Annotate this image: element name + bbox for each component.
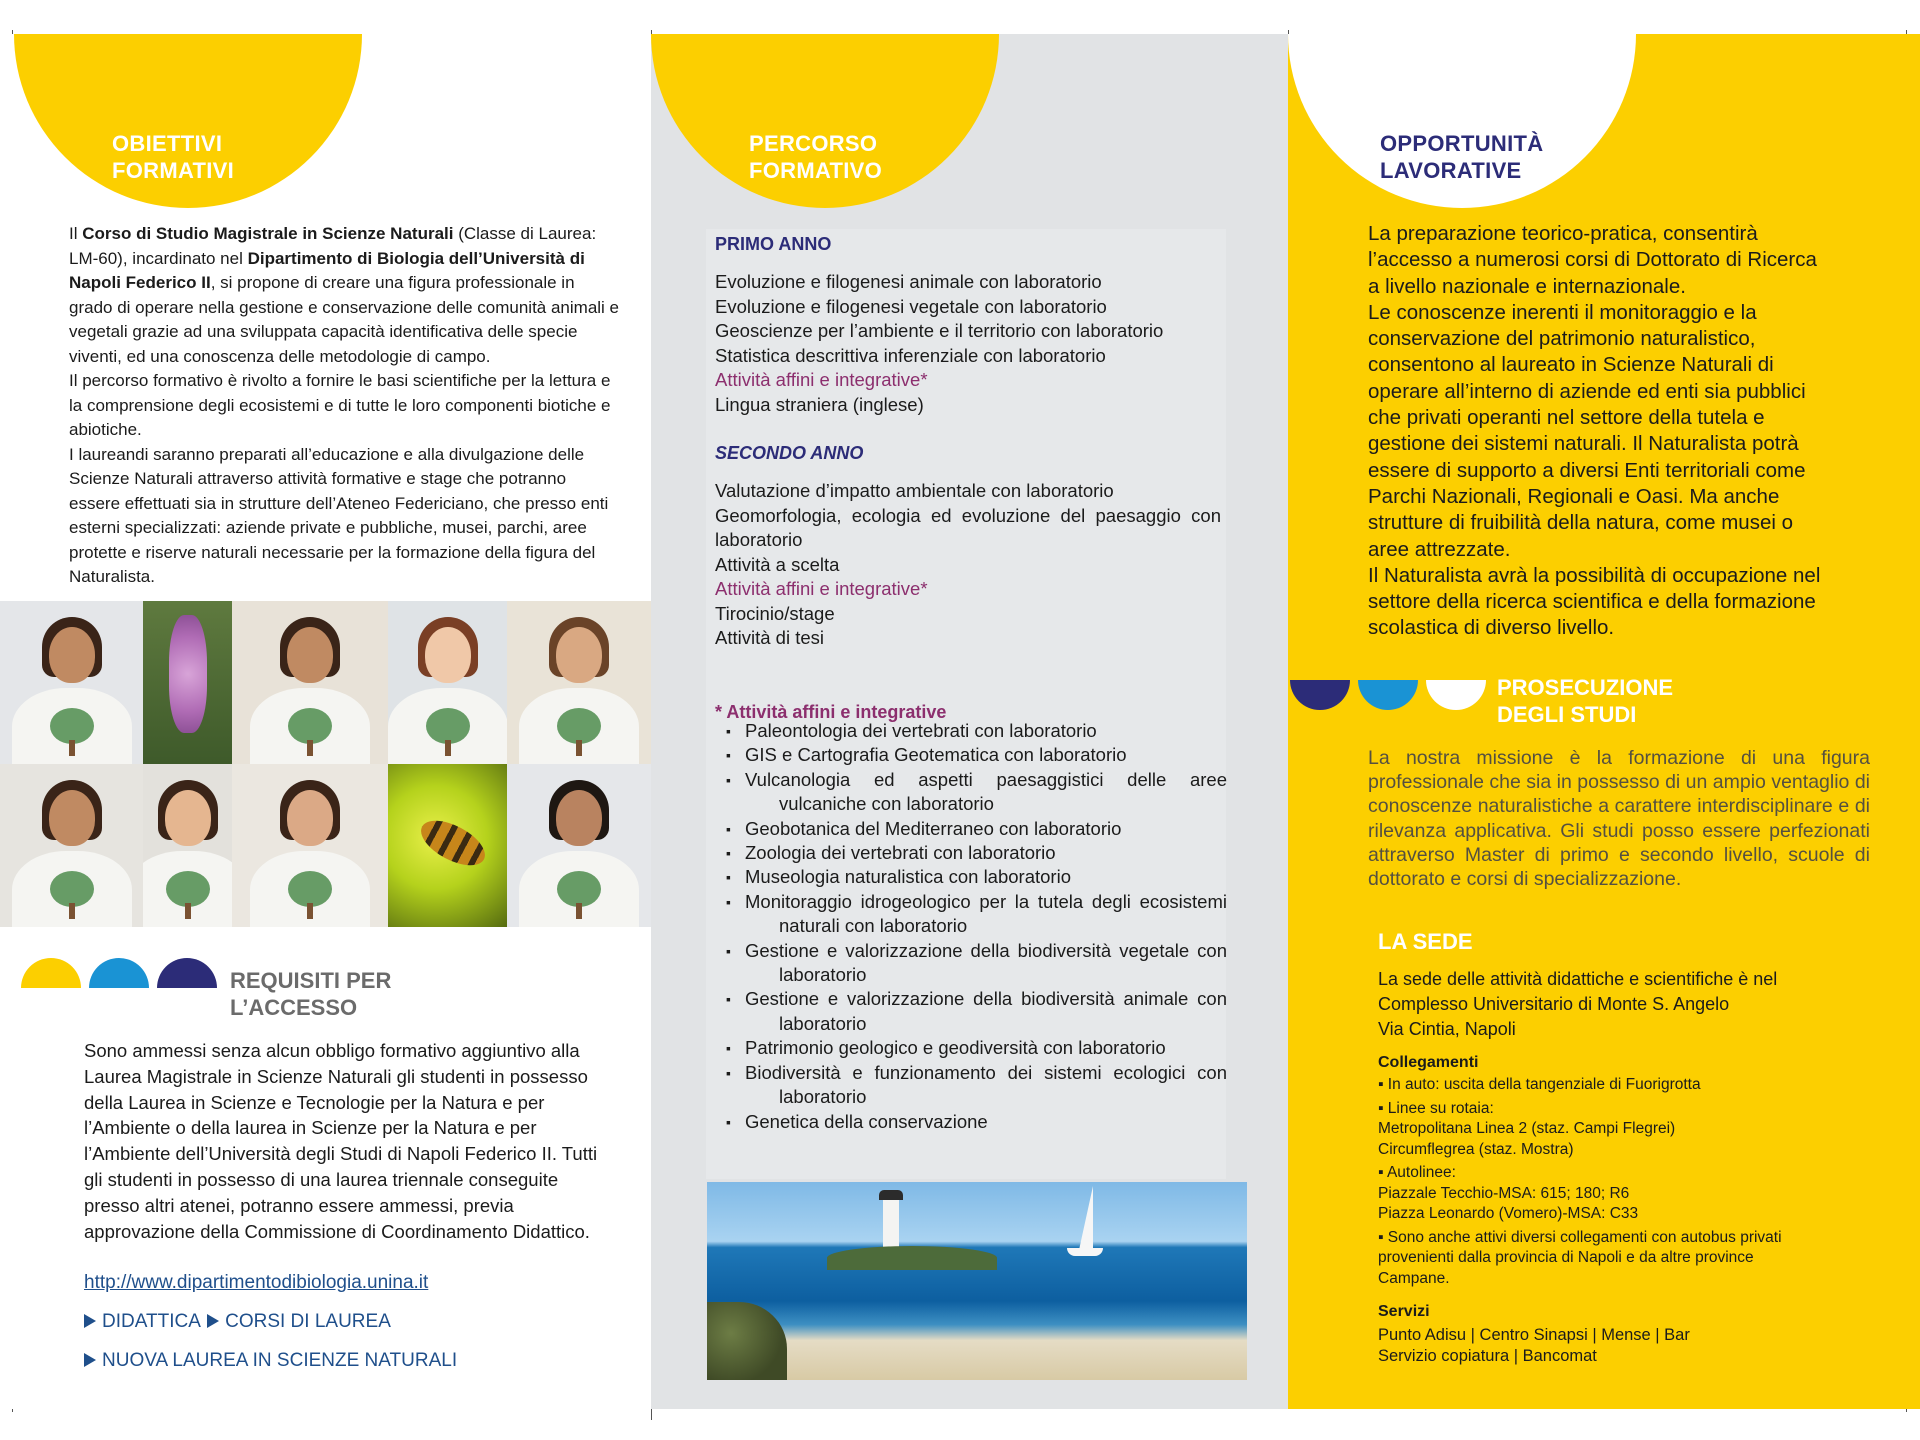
list-item: ▪ Museologia naturalistica con laboratorio [715,865,1227,889]
list-item: ▪ Geobotanica del Mediterraneo con laboratorio [715,817,1227,841]
list-item: ▪ Zoologia dei vertebrati con laboratorio [715,841,1227,865]
nav-didattica-corsi[interactable]: DIDATTICA CORSI DI LAUREA [84,1311,391,1333]
secondo-anno-title: SECONDO ANNO [715,443,864,463]
sede-address: La sede delle attività didattiche e scientifiche è nel Complesso Universitario di Monte S. Angelo Via Cintia, Napoli [1378,969,1778,1039]
obiettivi-title: OBIETTIVI FORMATIVI [112,131,235,183]
list-item: ▪ Genetica della conservazione [715,1110,1227,1134]
prosecuzione-dots [1290,680,1486,710]
list-item: ▪ Monitoraggio idrogeologico per la tutela degli ecosistemi naturali con laboratorio [715,890,1227,939]
student-photo [507,601,651,764]
list-item: ▪ Gestione e valorizzazione della biodiversità vegetale con laboratorio [715,939,1227,988]
requisiti-title: REQUISITI PER L’ACCESSO [230,968,392,1020]
collegamenti-title: Collegamenti [1378,1054,1479,1071]
opportunita-text: La preparazione teorico-pratica, consentirà l’accesso a numerosi corsi di Dottorato di Ricerca a livello nazionale e internazionale. Le conoscenze inerenti il monitoraggio e la conservazione del patrimonio naturalistico, consentono al laureato in Scienze Naturali di operare all’interno di aziende ed enti sia pubblici che privati operanti nel settore della tutela e gestione dei sistemi naturali. Il Naturalista potrà essere di supporto a diversi Enti territoriali come Parchi Nazionali, Regionali e Oasi. Ma anche strutture di fruibilità della natura, come musei o aree attrezzate. Il Naturalista avrà la possibilità di occupazione nel settore della ricerca scientifica e della formazione scolastica di diverso livello. [1368,222,1821,640]
primo-anno-title: PRIMO ANNO [715,234,832,254]
arrow-right-icon [84,1314,96,1328]
mission-text: La nostra missione è la formazione di una figura professionale che sia in possesso di un ampio ventaglio di conoscenze naturalistiche a carattere interdisciplinare e di rilevanza applicativa. Gli studi posso essere perfezionati attraverso Master di primo e secondo livello, scuole di dottorato e corsi di specializzazione. [1368,747,1870,891]
requisiti-text: Sono ammessi senza alcun obbligo formativo aggiuntivo alla Laurea Magistrale in Scienze Naturali gli studenti in possesso della Laurea in Scienze e Tecnologie per la Natura e per l’Ambiente o della laurea in Scienze per la Natura e per l’Ambiente dell’Università degli Studi di Napoli Federico II. Tutti gli studenti in possesso di una laurea triennale conseguite presso altri atenei, potranno essere ammessi, previa approvazione della Commissione di Coordinamento Didattico. [84,1040,598,1242]
servizi-list: Punto Adisu | Centro Sinapsi | Mense | Bar Servizio copiatura | Bancomat [1378,1326,1690,1365]
bee-photo [388,764,507,927]
requisiti-dots [21,958,217,988]
list-item: ▪ Patrimonio geologico e geodiversità con laboratorio [715,1036,1227,1060]
list-item: ▪ GIS e Cartografia Geotematica con laboratorio [715,743,1227,767]
affini-title: * Attività affini e integrative [715,702,947,722]
primo-anno-list: Evoluzione e filogenesi animale con laboratorio Evoluzione e filogenesi vegetale con laboratorio Geoscienze per l’ambiente e il territorio con laboratorio Statistica descrittiva inferenziale con laboratorio Attività affini e integrative* Lingua straniera (inglese) [715,271,1164,415]
arrow-right-icon [84,1353,96,1367]
orchid-photo [143,601,232,764]
percorso-title: PERCORSO FORMATIVO [749,131,883,183]
panel-percorso [651,34,1288,1409]
list-item: ▪ Vulcanologia ed aspetti paesaggistici delle aree vulcaniche con laboratorio [715,768,1227,817]
collegamenti-list: ▪ In auto: uscita della tangenziale di Fuorigrotta ▪ Linee su rotaia: Metropolitana Linea 2 (staz. Campi Flegrei) Circumflegrea (staz. Mostra) ▪ Autolinee: Piazzale Tecchio-MSA: 615; 180; R6 Piazza Leonardo (Vomero)-MSA: C33 ▪ Sono anche attivi diversi collegamenti con autobus privati provenienti dalla provincia di Napoli e da altre province Campane. [1378,1076,1782,1287]
student-photo [232,601,388,764]
arrow-right-icon [207,1314,219,1328]
sailboat-icon [1079,1186,1093,1250]
students-photo-collage [0,601,651,927]
panel-obiettivi [0,34,651,1409]
student-photo [0,764,143,927]
list-item: ▪ Gestione e valorizzazione della biodiversità animale con laboratorio [715,987,1227,1036]
student-photo [143,764,232,927]
department-url-link[interactable]: http://www.dipartimentodibiologia.unina.it [84,1272,429,1293]
servizi-title: Servizi [1378,1303,1430,1320]
obiettivi-text: Il Corso di Studio Magistrale in Scienze Naturali (Classe di Laurea: LM-60), incardinato nel Dipartimento di Biologia dell’Università di Napoli Federico II, si propone di creare una figura professionale in grado di operare nella gestione e conservazione delle comunità animali e vegetali grazie ad una sviluppata capacità identificativa delle specie viventi, ed una conoscenza delle metodologie di campo. Il percorso formativo è rivolto a fornire le basi scientifiche per la lettura e la comprensione degli ecosistemi e di tutte le loro componenti biotiche e abiotiche. I laureandi saranno preparati all’educazione e alla divulgazione delle Scienze Naturali attraverso attività formative e stage che potranno essere effettuati sia in strutture dell’Ateneo Federiciano, che presso enti esterni specializzati: aziende private e pubbliche, musei, parchi, aree protette e riserve naturali necessarie per la formazione della figura del Naturalista. [69,224,620,586]
list-item: ▪ Paleontologia dei vertebrati con laboratorio [715,719,1227,743]
student-photo [232,764,388,927]
student-photo [507,764,651,927]
list-item: ▪ Biodiversità e funzionamento dei sistemi ecologici con laboratorio [715,1061,1227,1110]
affini-list [715,719,1227,1134]
panel-opportunita [1288,34,1920,1409]
prosecuzione-title: PROSECUZIONE DEGLI STUDI [1497,675,1674,727]
secondo-anno-list: Valutazione d’impatto ambientale con laboratorio Geomorfologia, ecologia ed evoluzione del paesaggio con laboratorio Attività a scelta Attività affini e integrative* Tirocinio/stage Attività di tesi [715,480,1221,648]
sede-title: LA SEDE [1378,929,1473,954]
opportunita-title: OPPORTUNITÀ LAVORATIVE [1380,131,1544,183]
coast-lighthouse-photo [707,1182,1247,1380]
student-photo [0,601,143,764]
student-photo [388,601,507,764]
nav-nuova-laurea[interactable]: NUOVA LAUREA IN SCIENZE NATURALI [84,1350,457,1372]
